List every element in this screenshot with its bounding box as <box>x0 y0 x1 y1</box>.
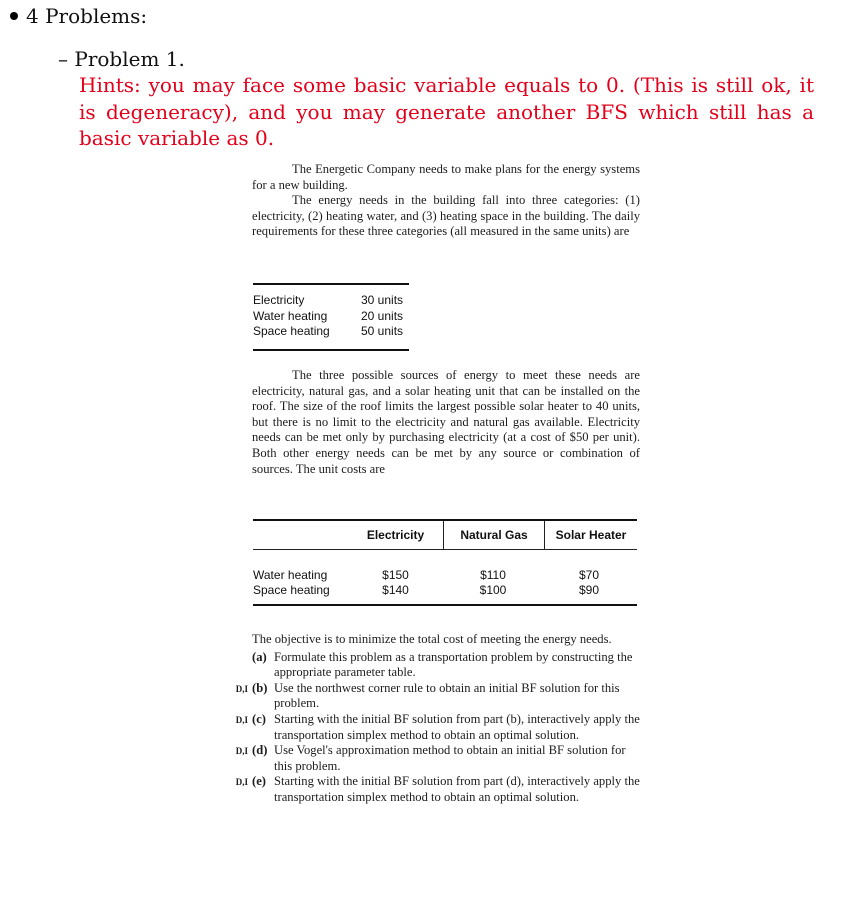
table-row <box>253 309 409 325</box>
part-tag: D,I <box>235 746 248 757</box>
part-label: (d) <box>252 743 268 758</box>
part-text: Use Vogel's approximation method to obtain an initial BF solution for this problem. <box>274 743 626 773</box>
part-label: (e) <box>252 774 266 789</box>
objective-and-parts <box>235 632 640 806</box>
problem-heading-text: Problem 1. <box>74 47 185 71</box>
table-row <box>253 583 637 598</box>
part-tag <box>222 650 252 651</box>
problem-heading <box>58 47 185 71</box>
table-row <box>253 293 409 309</box>
row-label: Space heating <box>253 583 330 597</box>
part-text: Use the northwest corner rule to obtain an initial BF solution for this problem. <box>274 680 620 711</box>
part-tag: D,I <box>235 683 248 694</box>
amount-cell: 20 units <box>361 308 404 323</box>
table-bottom-rule <box>253 604 637 606</box>
list-item <box>222 650 640 681</box>
amount-cell: 30 units <box>361 293 404 307</box>
amount-cell: 50 units <box>361 324 404 338</box>
category-cell: Water heating <box>253 308 328 323</box>
cost-cell: $100 <box>479 583 507 597</box>
category-cell: Electricity <box>253 293 305 307</box>
header-solar-heater: Solar Heater <box>544 521 637 549</box>
bullet-icon <box>10 12 18 20</box>
header-blank-cell <box>253 521 348 549</box>
cost-cell: $150 <box>382 568 409 582</box>
objective-paragraph: The objective is to minimize the total cost of meeting the energy needs. <box>252 632 612 646</box>
cost-cell: $140 <box>382 583 409 597</box>
sources-paragraph: The three possible sources of energy to meet these needs are electricity, natural gas, and a solar heating unit that can be installed on the roof. The size of the roof limits the largest possible solar heater to 40 units, but there is no limit to the electricity and natural gas available. Electricity needs can be met only by purchasing electricity (at a cost of $50 per unit). Both other energy needs can be met by any source or combination of sources. The unit costs are <box>252 368 640 476</box>
parts-list <box>235 649 640 806</box>
row-label: Water heating <box>253 568 328 582</box>
hints-text: Hints: you may face some basic variable equals to 0. (This is still ok, it is degeneracy), and you may generate another BFS which still has a basic variable as 0. <box>79 73 814 150</box>
part-tag: D,I <box>235 777 248 788</box>
list-item <box>222 743 640 774</box>
list-item <box>222 774 640 805</box>
header-natural-gas: Natural Gas <box>443 521 544 549</box>
unit-cost-table <box>253 519 637 606</box>
table-row <box>253 568 637 583</box>
part-tag: D,I <box>235 714 248 725</box>
list-item <box>222 681 640 712</box>
part-text: Starting with the initial BF solution from part (d), interactively apply the transportation simplex method to obtain an optimal solution. <box>274 774 640 804</box>
requirements-table <box>253 283 409 351</box>
intro-paragraph-2: The energy needs in the building fall into three categories: (1) electricity, (2) heating water, and (3) heating space in the building. The daily requirements for these three categories (all measured in the same units) are <box>252 193 640 239</box>
part-text: Starting with the initial BF solution from part (b), interactively apply the transportation simplex method to obtain an optimal solution. <box>274 711 640 742</box>
table-header-row <box>253 521 637 549</box>
table-row <box>253 324 409 340</box>
cost-cell: $70 <box>578 568 600 582</box>
intro-paragraph-1: The Energetic Company needs to make plans for the energy systems for a new building. <box>252 162 640 192</box>
cost-cell: $110 <box>480 568 506 582</box>
list-item <box>222 712 640 743</box>
table-bottom-rule <box>253 349 409 351</box>
dash-marker: – <box>58 47 75 71</box>
part-label: (a) <box>252 649 267 664</box>
section-heading-text: 4 Problems: <box>26 4 148 28</box>
cost-cell: $90 <box>578 583 600 597</box>
part-label: (b) <box>252 680 268 695</box>
section-heading <box>10 4 147 28</box>
part-label: (c) <box>252 711 266 726</box>
part-text: Formulate this problem as a transportation problem by constructing the appropriate parameter table. <box>274 649 633 680</box>
category-cell: Space heating <box>253 324 330 338</box>
sources-block <box>252 368 640 477</box>
header-electricity: Electricity <box>366 528 425 542</box>
scanned-textbook-excerpt <box>252 162 640 240</box>
